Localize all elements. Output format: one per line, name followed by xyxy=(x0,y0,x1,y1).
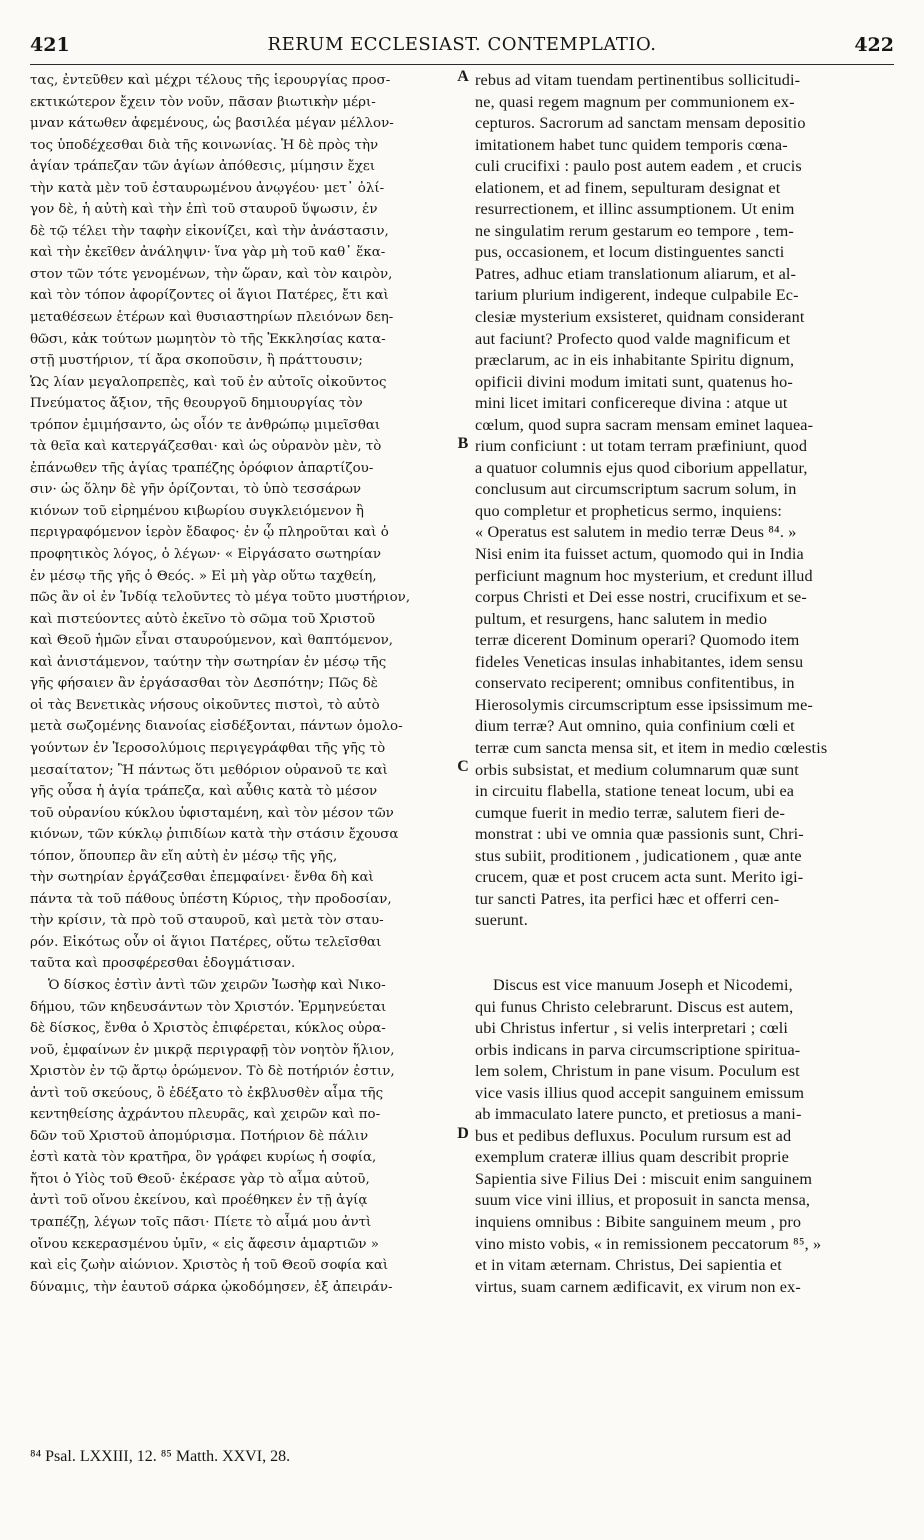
text-line: τὰ θεῖα καὶ κατεργάζεσθαι· καὶ ὡς οὐρανὸν μὲν, τὸ xyxy=(30,439,382,455)
text-line: ἐν μέσῳ τῆς γῆς ὁ Θεός. » Εἰ μὴ γὰρ οὕτω ταχθείη, xyxy=(30,568,377,584)
margin-marker-b: B xyxy=(457,435,469,452)
text-line: Hierosolymis circumscriptum esse ipsissimum me- xyxy=(475,695,813,714)
text-line: ἁγίαν τράπεζαν τῶν ἁγίων ἀπόθεσις, μίμησιν ἔχει xyxy=(30,159,376,175)
text-line: Ὡς λίαν μεγαλοπρεπὲς, καὶ τοῦ ἐν αὐτοῖς οἰκοῦντος xyxy=(30,374,387,390)
text-line: οἱ τὰς Βενετικὰς νήσους οἰκοῦντες πιστοὶ, τὸ αὐτὸ xyxy=(30,697,380,713)
text-line: quo completur et propheticus sermo, inquiens: xyxy=(475,501,783,520)
text-line: Πνεύματος ἄξιον, τῆς θεουργοῦ δημιουργίας τὸν xyxy=(30,396,363,412)
text-line: στον τῶν τότε γενομένων, τὴν ὥραν, καὶ τὸν καιρὸν, xyxy=(30,266,393,282)
text-line: cumque fuerit in medio terræ, salutem fieri de- xyxy=(475,803,786,822)
text-line: terræ cum sancta mensa sit, et item in medio cœlestis xyxy=(475,738,828,757)
running-title: RERUM ECCLESIAST. CONTEMPLATIO. xyxy=(267,34,657,55)
margin-marker-c: C xyxy=(457,758,469,775)
text-line: monstrat : ubi ve omnia quæ passionis sunt, Chri- xyxy=(475,825,804,844)
text-line: orbis indicans in parva circumscriptione spiritua- xyxy=(475,1040,801,1059)
text-line: inquiens omnibus : Bibite sanguinem meum , pro xyxy=(475,1212,802,1231)
text-line: ubi Christus infertur , si velis interpretari ; cœli xyxy=(475,1019,789,1038)
text-line: οἴνου κεκερασμένου ὑμῖν, « εἰς ἄφεσιν ἁμαρτιῶν » xyxy=(30,1236,379,1252)
text-line: μναν κάτωθεν ἀφεμένους, ὡς βασιλέα μέγαν μέλλον- xyxy=(30,116,394,132)
text-line: γῆς οὖσα ἡ ἁγία τράπεζα, καὶ αὖθις κατὰ τὸ μέσον xyxy=(30,784,378,800)
text-line: et in vitam æternam. Christus, Dei sapientia et xyxy=(475,1256,782,1275)
text-line: præclarum, ac in eis inhabitante Spiritu dignum, xyxy=(475,351,795,370)
text-line: elationem, et ad finem, sepulturam designat et xyxy=(475,178,781,197)
text-line: ne, quasi regem magnum per communionem ex- xyxy=(475,92,795,111)
text-line: aut faciunt? Profecto quod valde magnificum et xyxy=(475,329,791,348)
text-line: vice vasis illius quod accepit sanguinem emissum xyxy=(475,1083,805,1102)
text-line: Sapientia sive Filius Dei : miscuit enim sanguinem xyxy=(475,1169,813,1188)
text-line: ἤτοι ὁ Υἱὸς τοῦ Θεοῦ· ἐκέρασε γὰρ τὸ αἷμα αὐτοῦ, xyxy=(30,1171,370,1187)
text-line: perficiunt magnum hoc mysterium, et credunt illud xyxy=(475,566,813,585)
page-number-left: 421 xyxy=(30,34,70,56)
text-line: pus, occasionem, et locum distinguentes sancti xyxy=(475,243,785,262)
text-line: suum vice vini illius, et proposuit in sancta mensa, xyxy=(475,1191,811,1210)
text-line: τόπον, ὅπουπερ ἂν εἴη αὐτὴ ἐν μέσῳ τῆς γῆς, xyxy=(30,848,338,864)
text-line: in circuitu flabella, statione teneat locum, ubi ea xyxy=(475,782,795,801)
text-line: imitationem habet tunc quidem temporis cœna- xyxy=(475,135,788,154)
text-line: στῇ μυστήριον, τί ἄρα σκοποῦσιν, ἢ πράττουσιν; xyxy=(30,353,363,369)
text-line: Χριστὸν ἐν τῷ ἄρτῳ ὁρώμενον. Τὸ δὲ ποτήριόν ἐστιν, xyxy=(30,1064,395,1080)
text-line: ab immaculato latere puncto, et pretiosus a mani- xyxy=(475,1105,802,1124)
text-line xyxy=(475,932,893,954)
text-line: stus subiit, proditionem , judicationem , quæ ante xyxy=(475,846,802,865)
footnotes: ⁸⁴ Psal. LXXIII, 12. ⁸⁵ Matth. XXVI, 28. xyxy=(30,1448,291,1465)
text-line: terræ dicerent Dominum operari? Quomodo item xyxy=(475,631,800,650)
text-line: μεταθέσεων ἑτέρων καὶ θυσιαστηρίων πλειόνων δεη- xyxy=(30,310,394,326)
text-line: fideles Veneticas insulas inhabitantes, idem sensu xyxy=(475,652,804,671)
text-line: τας, ἐντεῦθεν καὶ μέχρι τέλους τῆς ἱερουργίας προσ- xyxy=(30,73,391,88)
text-line: δὲ δίσκος, ἔνθα ὁ Χριστὸς ἐπιφέρεται, κύκλος οὐρα- xyxy=(30,1021,386,1037)
text-line: καὶ ἀνιστάμενον, ταύτην τὴν σωτηρίαν ἐν μέσῳ τῆς xyxy=(30,654,387,670)
text-line: corpus Christi et Dei esse nostri, crucifixum et se- xyxy=(475,588,807,607)
text-line: πῶς ἂν οἱ ἐν Ἰνδίᾳ τελοῦντες τὸ μέγα τοῦτο μυστήριον, xyxy=(30,590,411,606)
text-line: suerunt. xyxy=(475,911,528,930)
text-line: Nisi enim ita fuisset actum, quomodo qui in India xyxy=(475,545,804,564)
running-head xyxy=(30,34,894,65)
text-line: ρόν. Εἰκότως οὖν οἱ ἅγιοι Πατέρες, οὕτω τελεῖσθαι xyxy=(30,934,382,950)
text-line: καὶ Θεοῦ ἡμῶν εἶναι σταυρούμενον, καὶ θαπτόμενον, xyxy=(30,633,394,649)
text-line: virtus, suam carnem ædificavit, ex virum non ex- xyxy=(475,1277,801,1296)
text-line: tur sancti Patres, ita perfici hæc et offerri cen- xyxy=(475,889,780,908)
text-line: τοῦ οὐρανίου κύκλου ὑφισταμένη, καὶ τὸν μέσον τῶν xyxy=(30,805,394,821)
text-line: γον δὲ, ἡ αὐτὴ καὶ τὴν ἐπὶ τοῦ σταυροῦ ὕψωσιν, ἐν xyxy=(30,202,378,218)
text-line: rebus ad vitam tuendam pertinentibus sollicitudi- xyxy=(475,71,801,89)
text-line: orbis subsistat, et medium columnarum quæ sunt xyxy=(475,760,799,779)
text-line: προφητικὸς λόγος, ὁ λέγων· « Εἰργάσατο σωτηρίαν xyxy=(30,547,382,563)
text-line: lem solem, Christum in pane visum. Poculum est xyxy=(475,1062,800,1081)
page-number-right: 422 xyxy=(854,34,894,56)
text-line: qui funus Christo celebrarunt. Discus est autem, xyxy=(475,997,794,1016)
text-line: Discus est vice manuum Joseph et Nicodemi, xyxy=(493,975,793,994)
text-line: νοῦ, ἐμφαίνων ἐν μικρᾷ περιγραφῇ τὸν νοητὸν ἥλιον, xyxy=(30,1042,395,1058)
text-line: καὶ τὴν ἐκεῖθεν ἀνάληψιν· ἵνα γὰρ μὴ τοῦ καθ᾽ ἕκα- xyxy=(30,245,386,261)
text-line: a quatuor columnis ejus quod ciborium appellatur, xyxy=(475,458,808,477)
text-line: conservato reciperent; omnibus confitentibus, in xyxy=(475,674,795,693)
text-line: opificii divini modum imitati sunt, quatenus ho- xyxy=(475,372,793,391)
text-line: bus et pedibus defluxus. Poculum rursum est ad xyxy=(475,1126,792,1145)
text-line: ἐπάνωθεν τῆς ἁγίας τραπέζης ὀρόφιον ἀπαρτίζου- xyxy=(30,460,374,476)
text-line: κιόνων, τῶν κύκλῳ ῥιπιδίων κατὰ τὴν στάσιν ἔχουσα xyxy=(30,827,399,843)
text-line: ἀντὶ τοῦ οἴνου ἐκείνου, καὶ προέθηκεν ἐν τῇ ἁγίᾳ xyxy=(30,1193,368,1209)
margin-marker-d: D xyxy=(457,1125,469,1142)
text-line: tarium plurium indigerent, indeque culpabile Ec- xyxy=(475,286,799,305)
text-line: cœlum, quod supra sacram mensam eminet laquea- xyxy=(475,415,814,434)
text-line: δῶν τοῦ Χριστοῦ ἀπομύρισμα. Ποτήριον δὲ πάλιν xyxy=(30,1128,369,1144)
text-line: γούντων ἐν Ἱεροσολύμοις περιγεγράφθαι τῆς γῆς τὸ xyxy=(30,740,386,756)
text-line: δήμου, τῶν κηδευσάντων τὸν Χριστόν. Ἑρμηνεύεται xyxy=(30,999,387,1015)
margin-marker-a: A xyxy=(457,68,469,85)
text-line: crucem, quæ et post crucem acta sunt. Merito igi- xyxy=(475,868,804,887)
latin-text-column xyxy=(475,70,893,1298)
text-line: Patres, adhuc etiam translationum aliarum, et al- xyxy=(475,264,797,283)
text-line: resurrectionem, et illinc assumptionem. Ut enim xyxy=(475,200,795,219)
text-line: σιν· ὡς ὅλην δὲ γῆν ὁρίζονται, τὸ ὑπὸ τεσσάρων xyxy=(30,482,362,498)
text-line: mini licet imitari conficereque divina : atque ut xyxy=(475,394,788,413)
text-line: καὶ τὸν τόπον ἀφορίζοντες οἱ ἅγιοι Πατέρες, ἔτι καὶ xyxy=(30,288,389,304)
text-line: cepturos. Sacrorum ad sanctam mensam depositio xyxy=(475,114,806,133)
text-line: γῆς φήσαιεν ἂν ἐργάσασθαι τὸν Δεσπότην; Πῶς δὲ xyxy=(30,676,378,692)
text-line: δὲ τῷ τέλει τὴν ταφὴν εἰκονίζει, καὶ τὴν ἀνάστασιν, xyxy=(30,223,389,239)
text-line: κιόνων τοῦ εἰρημένου κιβωρίου συγκλειόμενον ἢ xyxy=(30,503,364,519)
text-line: περιγραφόμενον ἱερὸν ἔδαφος· ἐν ᾧ πληροῦται καὶ ὁ xyxy=(30,525,389,541)
text-line: culi crucifixi : paulo post autem eadem , et crucis xyxy=(475,157,802,176)
text-line: « Operatus est salutem in medio terræ Deus ⁸⁴. » xyxy=(475,523,797,542)
text-line: δύναμις, τὴν ἑαυτοῦ σάρκα ᾠκοδόμησεν, ἐξ ἀπειράν- xyxy=(30,1279,393,1295)
text-line: τραπέζῃ, λέγων τοῖς πᾶσι· Πίετε τὸ αἷμά μου ἀντὶ xyxy=(30,1214,372,1230)
text-line: τος ὑποδέχεσθαι διὰ τῆς κοινωνίας. Ἡ δὲ πρὸς τὴν xyxy=(30,137,379,153)
text-line: exemplum crateræ illius quam describit proprie xyxy=(475,1148,789,1167)
text-line: καὶ εἰς ζωὴν αἰώνιον. Χριστὸς ἡ τοῦ Θεοῦ σοφία καὶ xyxy=(30,1258,389,1274)
text-line: dium terræ? Aut omnino, quia confinium cœli et xyxy=(475,717,795,736)
text-line: εκτικώτερον ἔχειν τὸν νοῦν, πᾶσαν βιωτικὴν μέρι- xyxy=(30,94,376,110)
greek-text-column xyxy=(30,70,458,1298)
text-line: conclusum aut circumscriptum sacrum solum, in xyxy=(475,480,797,499)
text-line: ne singulatim rerum gestarum eo tempore , tem- xyxy=(475,221,794,240)
text-line xyxy=(475,953,893,975)
text-line: κεντηθείσης ἀχράντου πλευρᾶς, καὶ χειρῶν καὶ πο- xyxy=(30,1107,381,1123)
text-line: τὴν σωτηρίαν ἐργάζεσθαι ἐπεμφαίνει· ἔνθα δὴ καὶ xyxy=(30,870,374,886)
text-line: Ὁ δίσκος ἐστὶν ἀντὶ τῶν χειρῶν Ἰωσὴφ καὶ Νικο- xyxy=(48,977,386,993)
text-line: ἐστὶ κατὰ τὸν κρατῆρα, ὃν γράφει κυρίως ἡ σοφία, xyxy=(30,1150,377,1166)
text-line: τὴν κατὰ μὲν τοῦ ἐσταυρωμένου ἀνῳγέου· μετ᾽ ὀλί- xyxy=(30,180,385,196)
text-line: ἀντὶ τοῦ σκεύους, ὃ ἐδέξατο τὸ ἐκβλυσθὲν αἷμα τῆς xyxy=(30,1085,384,1101)
text-line: τρόπον ἐμιμήσαντο, ὡς οἷόν τε ἀνθρώπῳ μιμεῖσθαι xyxy=(30,417,381,433)
text-line: pultum, et resurgens, hanc salutem in medio xyxy=(475,609,768,628)
text-line: rium conficiunt : ut totam terram præfiniunt, quod xyxy=(475,437,808,456)
text-line: vino misto vobis, « in remissionem peccatorum ⁸⁵, » xyxy=(475,1234,822,1253)
text-line: θῶσι, κἀκ τούτων μωμητὸν τὸ τῆς Ἐκκλησίας κατα- xyxy=(30,331,386,347)
text-line: τὴν κρίσιν, τὰ πρὸ τοῦ σταυροῦ, καὶ μετὰ τὸν σταυ- xyxy=(30,913,384,929)
text-line: πάντα τὰ τοῦ πάθους ὑπέστη Κύριος, τὴν προδοσίαν, xyxy=(30,891,392,907)
text-line: μετὰ σωζομένης διανοίας εἰσδέξονται, πάντων ὁμολο- xyxy=(30,719,403,735)
text-line: μεσαίτατον; Ἢ πάντως ὅτι μεθόριον οὐρανοῦ τε καὶ xyxy=(30,762,388,778)
text-line: clesiæ mysterium exsisteret, quidnam considerant xyxy=(475,308,805,327)
text-line: καὶ πιστεύοντες αὐτὸ ἐκεῖνο τὸ σῶμα τοῦ Χριστοῦ xyxy=(30,611,376,627)
text-line: ταῦτα καὶ προσφέρεσθαι ἐδογμάτισαν. xyxy=(30,956,296,972)
